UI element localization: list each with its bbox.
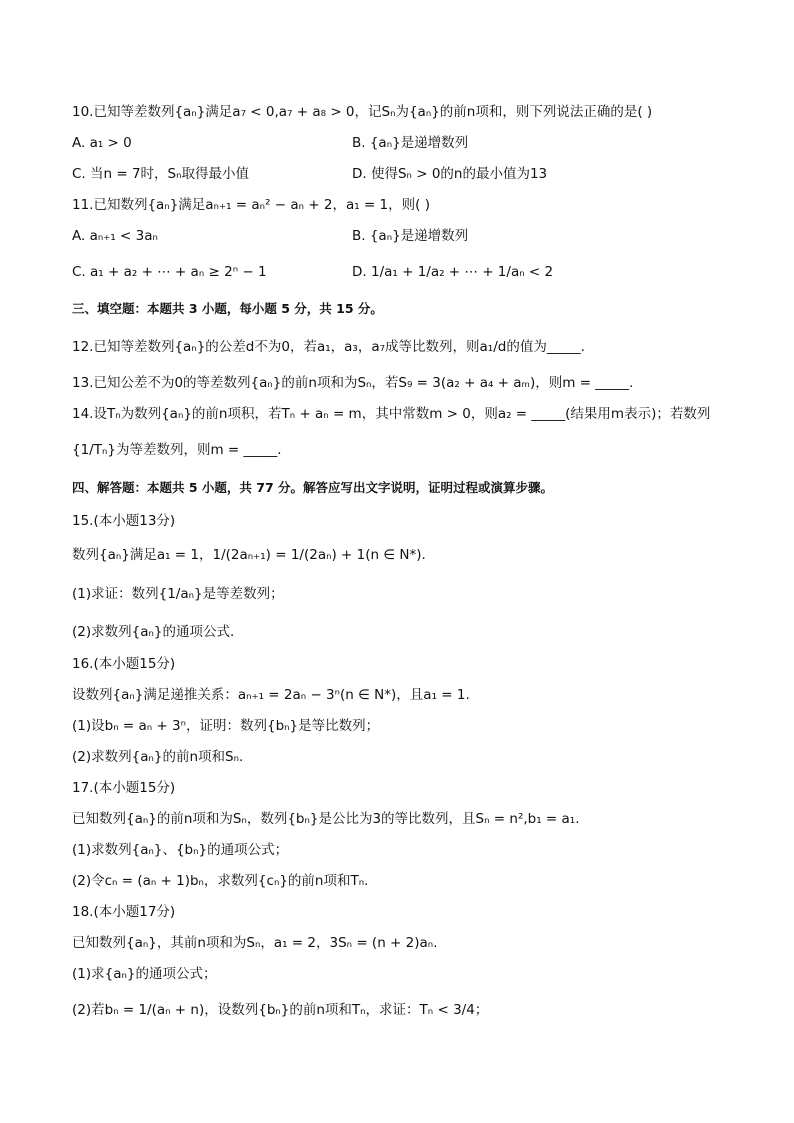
q10-option-a: A. a₁ > 0 [72, 135, 132, 151]
q14-line1: 14.设Tₙ为数列{aₙ}的前n项积，若Tₙ + aₙ = m，其中常数m > 0，则a₂ = _____(结果用m表示)；若数列 [72, 406, 711, 422]
section-4-heading: 四、解答题：本题共 5 小题，共 77 分。解答应写出文字说明，证明过程或演算步骤。 [72, 480, 554, 495]
q17-part2: (2)令cₙ = (aₙ + 1)bₙ，求数列{cₙ}的前n项和Tₙ. [72, 873, 369, 889]
q16-head: 16.(本小题15分) [72, 656, 176, 672]
q16-part1: (1)设bₙ = aₙ + 3ⁿ，证明：数列{bₙ}是等比数列； [72, 718, 380, 734]
q10-option-c: C. 当n = 7时，Sₙ取得最小值 [72, 166, 249, 182]
q10-option-d: D. 使得Sₙ > 0的n的最小值为13 [352, 166, 548, 182]
q11-option-b: B. {aₙ}是递增数列 [352, 228, 469, 244]
q18-head: 18.(本小题17分) [72, 904, 176, 920]
q13: 13.已知公差不为0的等差数列{aₙ}的前n项和为Sₙ，若S₉ = 3(a₂ + a₄ + aₘ)，则m = _____. [72, 375, 634, 391]
q18-part1: (1)求{aₙ}的通项公式； [72, 966, 217, 982]
q10-option-b: B. {aₙ}是递增数列 [352, 135, 469, 151]
q11-option-a: A. aₙ₊₁ < 3aₙ [72, 228, 158, 244]
q12: 12.已知等差数列{aₙ}的公差d不为0，若a₁，a₃，a₇成等比数列，则a₁/d的值为_____. [72, 339, 585, 355]
q11-option-d: D. 1/a₁ + 1/a₂ + ⋯ + 1/aₙ < 2 [352, 264, 554, 280]
q18-part2: (2)若bₙ = 1/(aₙ + n)，设数列{bₙ}的前n项和Tₙ，求证：Tₙ < 3/4； [72, 1002, 489, 1018]
section-3-heading: 三、填空题：本题共 3 小题，每小题 5 分，共 15 分。 [72, 301, 383, 316]
q15-head: 15.(本小题13分) [72, 513, 176, 529]
q16-part2: (2)求数列{aₙ}的前n项和Sₙ. [72, 749, 244, 765]
q17-part1: (1)求数列{aₙ}、{bₙ}的通项公式； [72, 842, 289, 858]
q11-stem: 11.已知数列{aₙ}满足aₙ₊₁ = aₙ² − aₙ + 2，a₁ = 1，则( ) [72, 197, 430, 213]
q15-part1: (1)求证：数列{1/aₙ}是等差数列； [72, 586, 284, 602]
q15-part2: (2)求数列{aₙ}的通项公式. [72, 624, 235, 640]
q10-stem: 10.已知等差数列{aₙ}满足a₇ < 0,a₇ + a₈ > 0，记Sₙ为{aₙ}的前n项和，则下列说法正确的是( ) [72, 104, 653, 120]
q11-option-c: C. a₁ + a₂ + ⋯ + aₙ ≥ 2ⁿ − 1 [72, 264, 267, 280]
q14-line2: {1/Tₙ}为等差数列，则m = _____. [72, 442, 282, 458]
q17-stem: 已知数列{aₙ}的前n项和为Sₙ，数列{bₙ}是公比为3的等比数列，且Sₙ = n²,b₁ = a₁. [72, 811, 580, 827]
q18-stem: 已知数列{aₙ}，其前n项和为Sₙ，a₁ = 2，3Sₙ = (n + 2)aₙ. [72, 935, 438, 951]
q15-stem: 数列{aₙ}满足a₁ = 1，1/(2aₙ₊₁) = 1/(2aₙ) + 1(n ∈ N*). [72, 547, 426, 563]
q17-head: 17.(本小题15分) [72, 780, 176, 796]
q16-stem: 设数列{aₙ}满足递推关系：aₙ₊₁ = 2aₙ − 3ⁿ(n ∈ N*)，且a₁ = 1. [72, 687, 470, 703]
